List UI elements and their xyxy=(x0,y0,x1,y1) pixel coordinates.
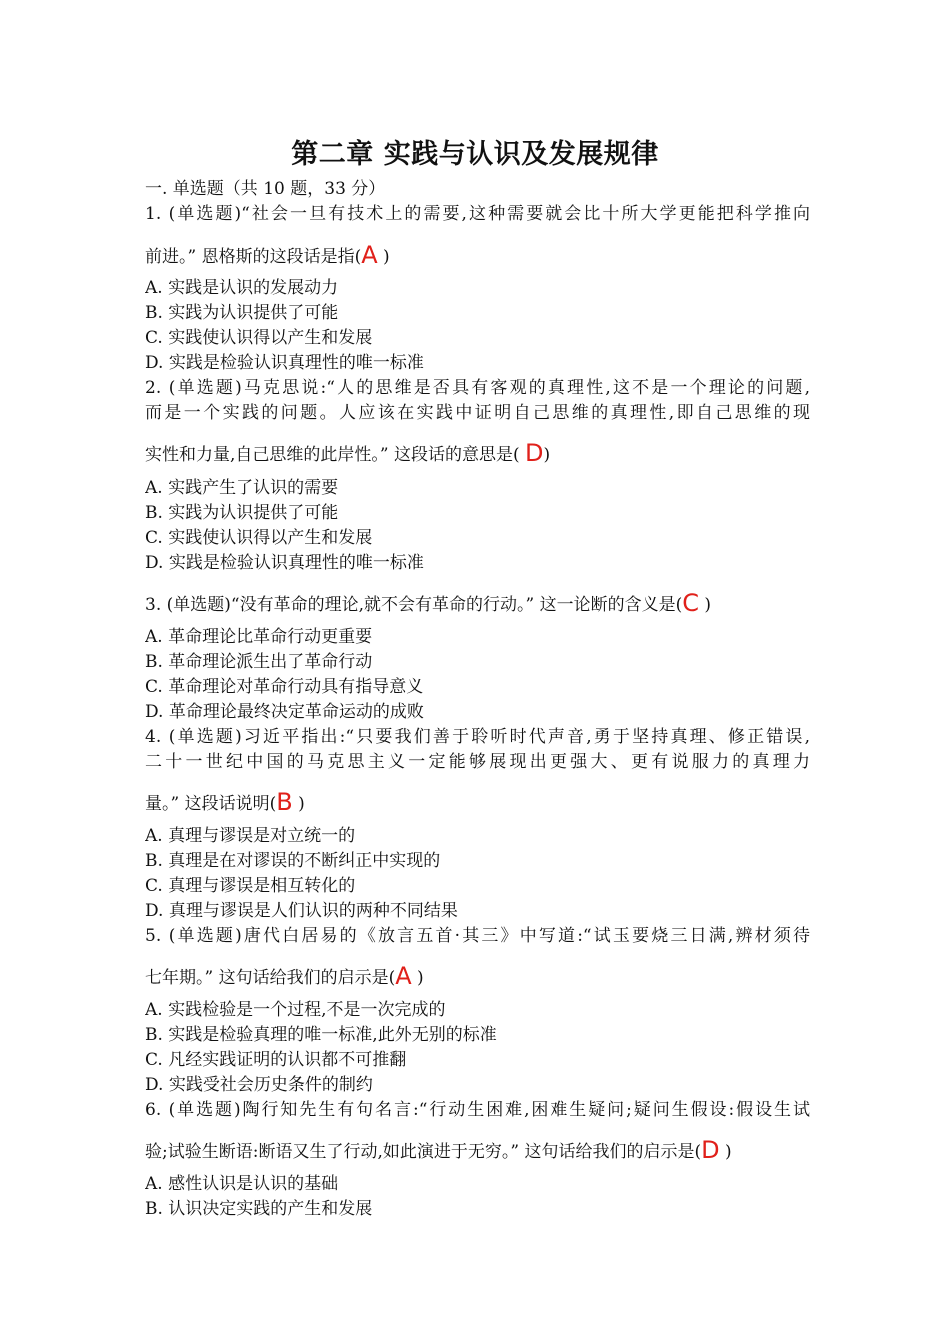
q4-option-c: C. 真理与谬误是相互转化的 xyxy=(145,876,356,896)
q1-answer: A xyxy=(361,244,378,268)
q5-answer: A xyxy=(395,965,412,989)
q2-stem-line1: 2. (单选题)马克思说:“人的思维是否具有客观的真理性,这不是一个理论的问题, xyxy=(145,378,810,398)
q2-stem-close: ) xyxy=(543,445,551,465)
q2-answer: D xyxy=(525,442,544,466)
q4-option-d: D. 真理与谬误是人们认识的两种不同结果 xyxy=(145,901,458,921)
q5-stem-line2 xyxy=(145,965,810,989)
q4-answer: B xyxy=(276,791,293,815)
q4-stem-close: ) xyxy=(292,794,305,814)
q1-option-c: C. 实践使认识得以产生和发展 xyxy=(145,328,373,348)
q1-option-b: B. 实践为认识提供了可能 xyxy=(145,303,339,323)
q3-answer: C xyxy=(682,592,699,616)
q4-option-b: B. 真理是在对谬误的不断纠正中实现的 xyxy=(145,851,441,871)
q6-stem-line1: 6. (单选题)陶行知先生有句名言:“行动生困难,困难生疑问;疑问生假设:假设生试 xyxy=(145,1100,810,1120)
q5-option-d: D. 实践受社会历史条件的制约 xyxy=(145,1075,373,1095)
q6-stem-text: 验;试验生断语:断语又生了行动,如此演进于无穷。” 这句话给我们的启示是( xyxy=(145,1142,702,1162)
q2-option-a: A. 实践产生了认识的需要 xyxy=(145,478,339,498)
q5-stem-close: ) xyxy=(411,968,424,988)
q2-option-d: D. 实践是检验认识真理性的唯一标准 xyxy=(145,553,424,573)
q2-stem-line2: 而是一个实践的问题。人应该在实践中证明自己思维的真理性,即自己思维的现 xyxy=(145,403,810,423)
q5-stem-text: 七年期。” 这句话给我们的启示是( xyxy=(145,968,396,988)
q4-stem-line1: 4. (单选题)习近平指出:“只要我们善于聆听时代声音,勇于坚持真理、修正错误, xyxy=(145,727,810,747)
q3-stem-text: 3. (单选题)“没有革命的理论,就不会有革命的行动。” 这一论断的含义是( xyxy=(145,595,683,615)
q5-option-c: C. 凡经实践证明的认识都不可推翻 xyxy=(145,1050,407,1070)
q4-stem-line2: 二十一世纪中国的马克思主义一定能够展现出更强大、更有说服力的真理力 xyxy=(145,752,810,772)
q3-option-a: A. 革命理论比革命行动更重要 xyxy=(145,627,373,647)
q2-stem-line3 xyxy=(145,442,810,466)
q4-stem-line3 xyxy=(145,791,810,815)
q5-stem-line1: 5. (单选题)唐代白居易的《放言五首·其三》中写道:“试玉要烧三日满,辨材须待 xyxy=(145,926,810,946)
q6-answer: D xyxy=(701,1139,720,1163)
q2-stem-text: 实性和力量,自己思维的此岸性。” 这段话的意思是( xyxy=(145,445,526,465)
q6-option-a: A. 感性认识是认识的基础 xyxy=(145,1174,339,1194)
q3-stem-close: ) xyxy=(698,595,712,615)
q6-stem-close: ) xyxy=(719,1142,732,1162)
q1-option-d: D. 实践是检验认识真理性的唯一标准 xyxy=(145,353,424,373)
q4-option-a: A. 真理与谬误是对立统一的 xyxy=(145,826,356,846)
q1-stem-close: ) xyxy=(377,247,390,267)
chapter-title: 第二章 实践与认识及发展规律 xyxy=(291,139,659,170)
q2-option-c: C. 实践使认识得以产生和发展 xyxy=(145,528,373,548)
q4-stem-text: 量。” 这段话说明( xyxy=(145,794,277,814)
q1-stem-line1: 1. (单选题)“社会一旦有技术上的需要,这种需要就会比十所大学更能把科学推向 xyxy=(145,204,810,224)
q3-stem-line1 xyxy=(145,592,810,616)
q1-option-a: A. 实践是认识的发展动力 xyxy=(145,278,339,298)
section-heading: 一. 单选题（共 10 题，33 分） xyxy=(145,179,386,199)
q5-option-b: B. 实践是检验真理的唯一标准,此外无别的标准 xyxy=(145,1025,497,1045)
q1-stem-line2 xyxy=(145,244,810,268)
q3-option-b: B. 革命理论派生出了革命行动 xyxy=(145,652,373,672)
q1-stem-text: 前进。” 恩格斯的这段话是指( xyxy=(145,247,362,267)
q6-option-b: B. 认识决定实践的产生和发展 xyxy=(145,1199,373,1219)
q6-stem-line2 xyxy=(145,1139,810,1163)
q3-option-c: C. 革命理论对革命行动具有指导意义 xyxy=(145,677,424,697)
q5-option-a: A. 实践检验是一个过程,不是一次完成的 xyxy=(145,1000,446,1020)
q2-option-b: B. 实践为认识提供了可能 xyxy=(145,503,339,523)
q3-option-d: D. 革命理论最终决定革命运动的成败 xyxy=(145,702,424,722)
